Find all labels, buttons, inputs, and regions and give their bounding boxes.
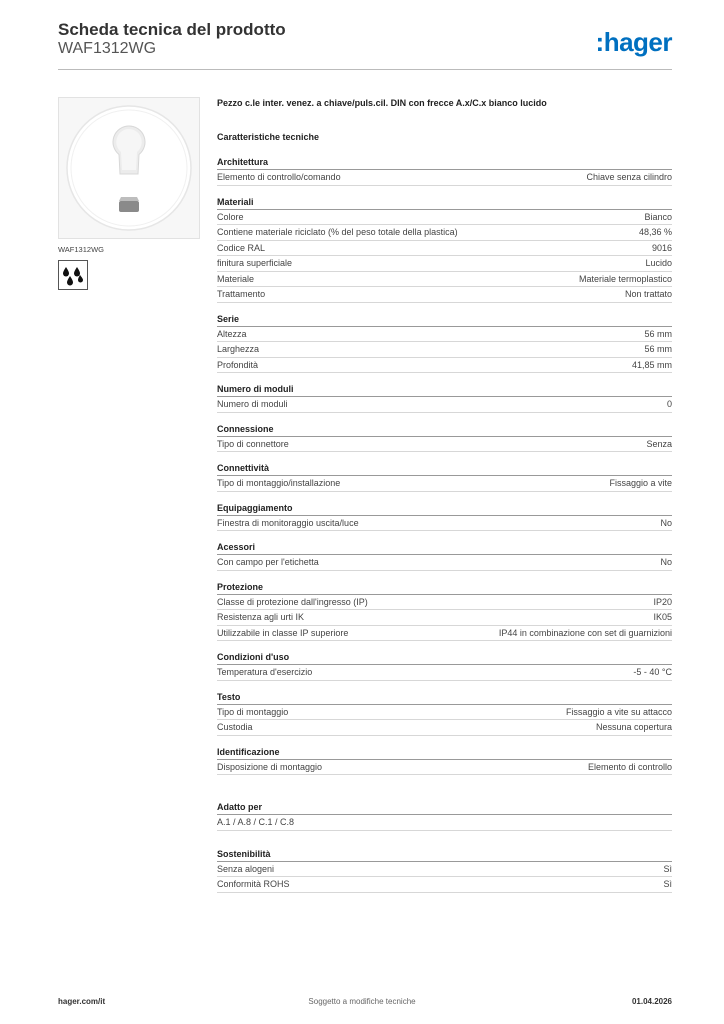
section-title: Connettività <box>217 461 672 476</box>
spec-row <box>217 358 672 374</box>
spec-value: 0 <box>666 399 672 409</box>
spec-row <box>217 437 672 453</box>
spec-section <box>217 312 672 374</box>
spec-row <box>217 397 672 413</box>
spec-label: Trattamento <box>217 289 266 299</box>
spec-section <box>217 195 672 303</box>
section-title: Connessione <box>217 422 672 437</box>
spec-section <box>217 745 672 776</box>
spec-section <box>217 540 672 571</box>
spec-value: IK05 <box>653 612 672 622</box>
section-title: Serie <box>217 312 672 327</box>
spec-row <box>217 272 672 288</box>
section-title: Acessori <box>217 540 672 555</box>
spec-row <box>217 225 672 241</box>
footer-website: hager.com/it <box>58 997 106 1006</box>
spec-label: Custodia <box>217 722 253 732</box>
spec-row <box>217 760 672 776</box>
spec-value: Nessuna copertura <box>595 722 672 732</box>
section-title: Protezione <box>217 580 672 595</box>
product-image <box>58 97 200 239</box>
technical-features-title: Caratteristiche tecniche <box>217 131 320 142</box>
spec-label: Utilizzabile in classe IP superiore <box>217 627 349 638</box>
spec-label: finitura superficiale <box>217 258 293 268</box>
footer-note: Soggetto a modifiche tecniche <box>308 997 416 1006</box>
spec-section <box>217 650 672 681</box>
spec-section <box>217 690 672 736</box>
spec-row <box>217 595 672 611</box>
spec-section <box>217 422 672 453</box>
spec-label: Numero di moduli <box>217 399 288 409</box>
spec-label: Senza alogeni <box>217 863 275 874</box>
spec-label: Resistenza agli urti IK <box>217 612 305 622</box>
spec-row <box>217 170 672 186</box>
spec-row <box>217 256 672 272</box>
hager-logo: :hager <box>595 27 672 57</box>
spec-sections <box>217 155 672 775</box>
product-image-graphic <box>59 98 199 238</box>
spec-value: 9016 <box>651 242 672 253</box>
spec-label: Altezza <box>217 328 247 339</box>
spec-label: Profondità <box>217 359 259 370</box>
spec-section <box>217 580 672 642</box>
spec-row <box>217 287 672 303</box>
spec-value: -5 - 40 °C <box>633 667 672 677</box>
spec-value: IP44 in combinazione con set di guarnizioni <box>498 627 672 638</box>
spec-section <box>217 461 672 492</box>
section-title: Equipaggiamento <box>217 501 672 516</box>
spec-row <box>217 516 672 532</box>
spec-row <box>217 610 672 626</box>
spec-value: Materiale termoplastico <box>578 273 672 284</box>
spec-value: No <box>660 517 672 528</box>
section-title: Condizioni d'uso <box>217 650 672 665</box>
spec-value: Chiave senza cilindro <box>586 172 672 182</box>
spec-value: Bianco <box>644 211 672 222</box>
spec-section <box>217 382 672 413</box>
spec-value: 48,36 % <box>638 227 672 237</box>
spec-value: Lucido <box>645 258 672 268</box>
page-title: Scheda tecnica del prodotto <box>58 20 286 39</box>
spec-label: Temperatura d'esercizio <box>217 667 313 677</box>
section-title: Adatto per <box>217 800 672 815</box>
spec-value: 56 mm <box>644 328 672 339</box>
spec-label: Tipo di montaggio/installazione <box>217 478 341 488</box>
spec-section <box>217 501 672 532</box>
spec-value: Fissaggio a vite <box>609 478 672 488</box>
spec-row <box>217 555 672 571</box>
product-code: WAF1312WG <box>58 40 157 57</box>
spec-label: Materiale <box>217 273 255 284</box>
section-title: Architettura <box>217 155 672 170</box>
spec-label: Larghezza <box>217 344 260 354</box>
spec-value: Sì <box>663 863 672 874</box>
ip-water-drops-icon <box>58 260 88 290</box>
spec-row <box>217 476 672 492</box>
spec-row <box>217 815 672 831</box>
spec-label: Elemento di controllo/comando <box>217 172 341 182</box>
spec-label: Disposizione di montaggio <box>217 761 323 772</box>
section-title: Numero di moduli <box>217 382 672 397</box>
spec-label: Codice RAL <box>217 242 266 253</box>
spec-label: A.1 / A.8 / C.1 / C.8 <box>217 817 295 827</box>
spec-value: 41,85 mm <box>631 359 672 370</box>
spec-label: Con campo per l'etichetta <box>217 557 319 567</box>
spec-label: Classe di protezione dall'ingresso (IP) <box>217 596 368 607</box>
footer-date: 01.04.2026 <box>631 997 672 1006</box>
spec-value: No <box>660 557 672 567</box>
spec-row <box>217 626 672 642</box>
spec-row <box>217 705 672 721</box>
spec-section <box>217 155 672 186</box>
spec-row <box>217 241 672 257</box>
spec-row <box>217 720 672 736</box>
section-title: Identificazione <box>217 745 672 760</box>
spec-value: Non trattato <box>624 289 672 299</box>
product-description: Pezzo c.le inter. venez. a chiave/puls.cil. DIN con frecce A.x/C.x bianco lucido <box>217 98 547 108</box>
product-image-caption: WAF1312WG <box>58 245 104 254</box>
spec-row <box>217 862 672 878</box>
section-title: Testo <box>217 690 672 705</box>
spec-label: Conformità ROHS <box>217 879 290 889</box>
spec-label: Colore <box>217 211 244 222</box>
spec-value: 56 mm <box>644 344 672 354</box>
spec-row <box>217 342 672 358</box>
spec-value: IP20 <box>653 596 672 607</box>
spec-value: Elemento di controllo <box>587 761 672 772</box>
spec-row <box>217 327 672 343</box>
spec-value: Senza <box>646 438 672 449</box>
spec-label: Contiene materiale riciclato (% del peso totale della plastica) <box>217 227 458 237</box>
spec-label: Finestra di monitoraggio uscita/luce <box>217 517 359 528</box>
spec-content <box>217 96 672 902</box>
spec-value: Sì <box>663 879 672 889</box>
spec-label: Tipo di montaggio <box>217 706 289 717</box>
suitable-section <box>217 800 672 831</box>
spec-label: Tipo di connettore <box>217 438 289 449</box>
header-divider <box>58 69 672 70</box>
spec-row <box>217 665 672 681</box>
section-title: Sostenibilità <box>217 847 672 862</box>
section-title: Materiali <box>217 195 672 210</box>
sustainability-section <box>217 847 672 893</box>
spec-row <box>217 210 672 226</box>
spec-row <box>217 877 672 893</box>
spec-value: Fissaggio a vite su attacco <box>565 706 672 717</box>
